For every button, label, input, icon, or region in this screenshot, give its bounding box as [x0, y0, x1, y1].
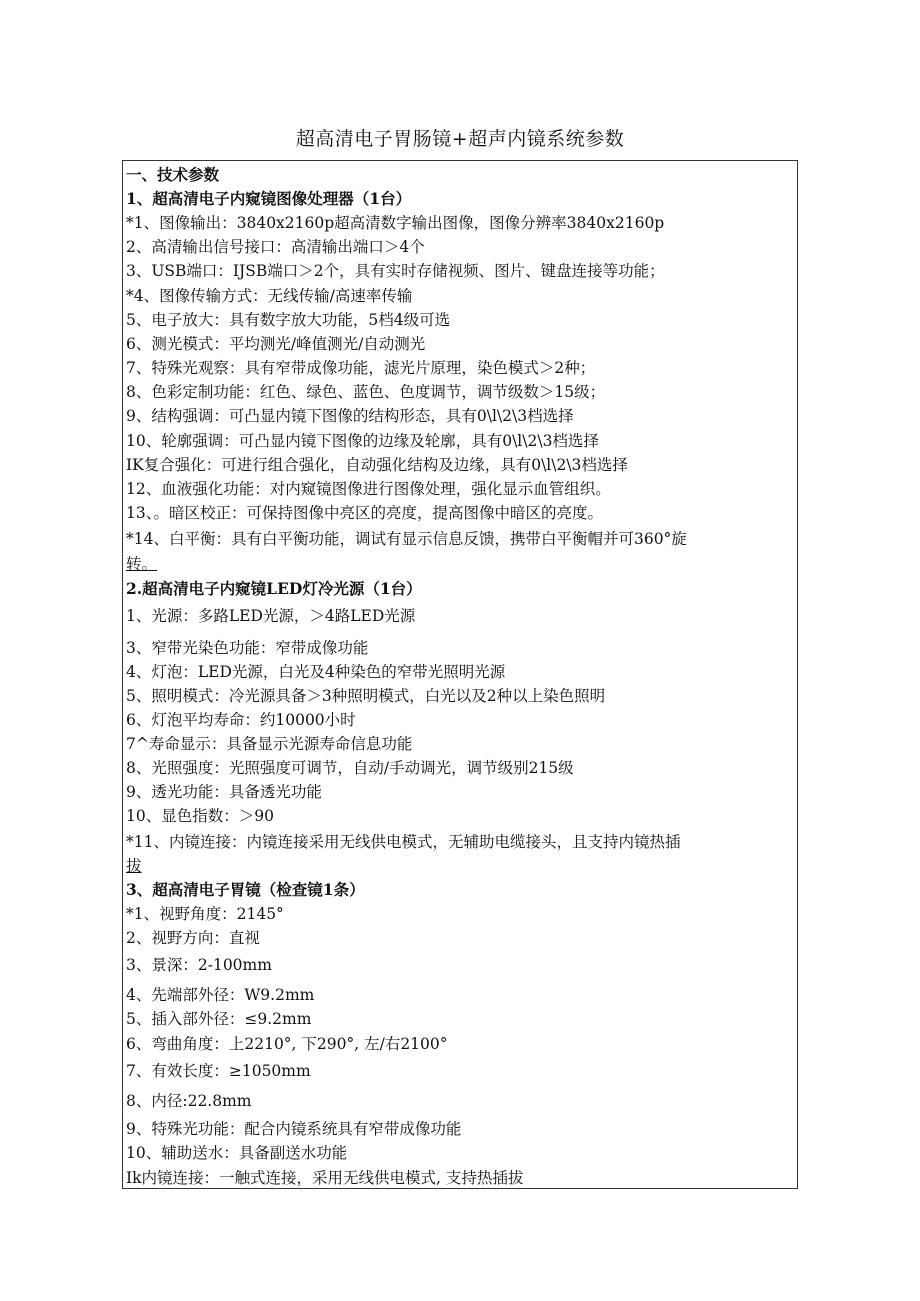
spec-line: 10、显色指数：＞90: [126, 807, 274, 825]
spec-line: 2、高清输出信号接口：高清输出端口＞4个: [126, 238, 425, 256]
spec-line: 10、轮廓强调：可凸显内镜下图像的边缘及轮廓，具有0\l\2\3档选择: [126, 432, 599, 450]
spec-line: 3、窄带光染色功能：窄带成像功能: [126, 639, 369, 657]
section-heading: 3、超高清电子胃镜（检查镜1条）: [126, 880, 365, 899]
spec-line: 5、电子放大：具有数字放大功能，5档4级可选: [126, 311, 451, 329]
spec-line: 4、灯泡：LED光源，白光及4种染色的窄带光照明光源: [126, 663, 506, 681]
spec-line: *1、视野角度：2145°: [126, 905, 284, 923]
spec-line: 9、特殊光功能：配合内镜系统具有窄带成像功能: [126, 1120, 462, 1138]
spec-line: 转。: [126, 555, 158, 573]
spec-line: 4、先端部外径：W9.2mm: [126, 986, 315, 1004]
spec-line: 13、。暗区校正：可保持图像中亮区的亮度，提高图像中暗区的亮度。: [126, 504, 603, 522]
spec-line: *11、内镜连接：内镜连接采用无线供电模式，无辅助电缆接头，且支持内镜热插: [126, 833, 681, 851]
spec-line: 8、色彩定制功能：红色、绿色、蓝色、色度调节，调节级数＞15级；: [126, 383, 606, 401]
document-title: 超高清电子胃肠镜+超声内镜系统参数: [295, 128, 625, 150]
spec-line: 8、内径:22.8mm: [126, 1092, 252, 1110]
spec-line: 9、结构强调：可凸显内镜下图像的结构形态，具有0\l\2\3档选择: [126, 407, 574, 425]
section-heading: 1、超高清电子内窥镜图像处理器（1台）: [126, 189, 412, 208]
spec-line: 8、光照强度：光照强度可调节，自动/手动调光，调节级别215级: [126, 759, 574, 777]
spec-line: 2、视野方向：直视: [126, 929, 260, 947]
spec-line: 5、照明模式：冷光源具备＞3种照明模式，白光以及2种以上染色照明: [126, 687, 606, 705]
spec-line: 6、测光模式：平均测光/峰值测光/自动测光: [126, 335, 426, 353]
parameter-table: [122, 160, 798, 1189]
spec-line: *4、图像传输方式：无线传输/高速率传输: [126, 287, 413, 305]
section-heading: 一、技术参数: [126, 165, 220, 184]
spec-line: 7、特殊光观察：具有窄带成像功能，滤光片原理，染色模式＞2种；: [126, 359, 596, 377]
spec-line: *1、图像输出：3840x2160p超高清数字输出图像，图像分辨率3840x2160p: [126, 214, 665, 232]
spec-line: 7、有效长度：≥1050mm: [126, 1062, 311, 1080]
spec-line: 3、景深：2-100mm: [126, 956, 272, 974]
spec-line: 拔: [126, 857, 142, 875]
spec-line: 3、USB端口：IJSB端口＞2个，具有实时存储视频、图片、键盘连接等功能；: [126, 262, 665, 280]
spec-line: IK复合强化：可进行组合强化，自动强化结构及边缘，具有0\l\2\3档选择: [126, 456, 628, 474]
spec-line: 6、弯曲角度：上2210°, 下290°, 左/右2100°: [126, 1035, 448, 1053]
spec-line: 7^寿命显示：具备显示光源寿命信息功能: [126, 735, 413, 753]
spec-line: 12、血液强化功能：对内窥镜图像进行图像处理，强化显示血管组织。: [126, 480, 611, 498]
spec-line: Ik内镜连接：一触式连接，采用无线供电模式, 支持热插拔: [126, 1169, 524, 1187]
spec-line: 1、光源：多路LED光源，＞4路LED光源: [126, 607, 416, 625]
spec-line: 5、插入部外径：≤9.2mm: [126, 1010, 312, 1028]
spec-line: 6、灯泡平均寿命：约10000小时: [126, 711, 356, 729]
spec-line: 10、辅助送水：具备副送水功能: [126, 1144, 348, 1162]
spec-line: 9、透光功能：具备透光功能: [126, 783, 322, 801]
section-heading: 2.超高清电子内窥镜LED灯冷光源（1台）: [126, 579, 422, 598]
spec-line: *14、白平衡：具有白平衡功能，调试有显示信息反馈，携带白平衡帽并可360°旋: [126, 530, 687, 548]
